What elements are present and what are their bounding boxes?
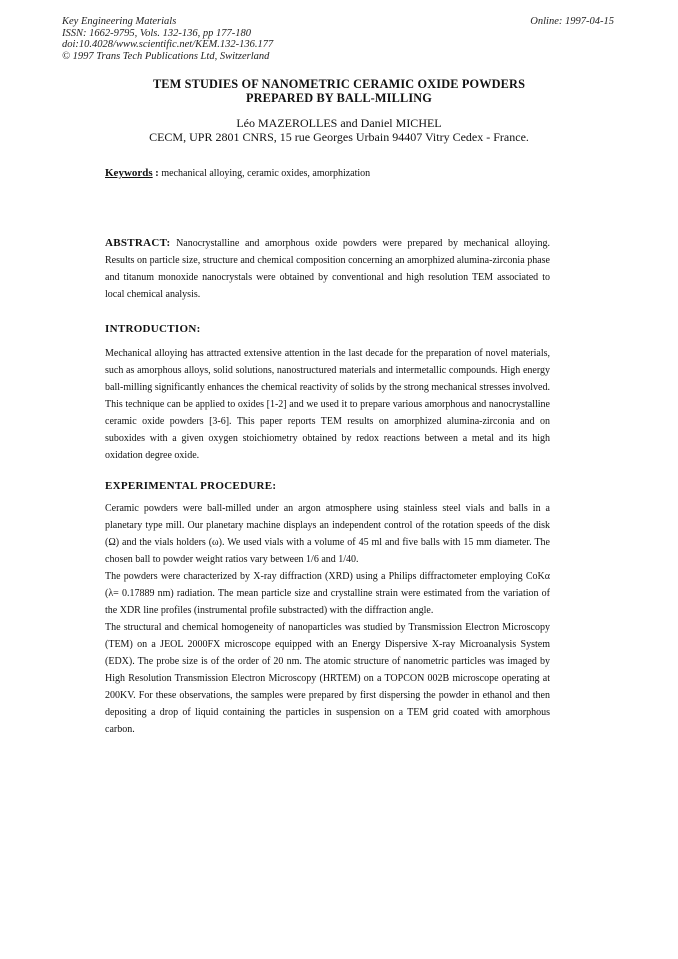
issn-line: ISSN: 1662-9795, Vols. 132-136, pp 177-180 (62, 27, 251, 39)
keywords-label: Keywords (105, 167, 153, 179)
doi-line: doi:10.4028/www.scientific.net/KEM.132-136.177 (62, 39, 274, 51)
journal-header (62, 16, 273, 62)
abstract-section (105, 235, 550, 303)
experimental-paragraph: The structural and chemical homogeneity of nanoparticles was studied by Transmission Electron Microscopy (TEM) on a JEOL 2000FX microscope equipped with an Energy Dispersive X-ray Microanalysis System (EDX). The probe size is of the order of 20 nm. The atomic structure of nanometric particles was imaged by High Resolution Transmission Electron Microscopy (HRTEM) on a TOPCON 002B microscope operating at 200KV. For these observations, the samples were prepared by first dispersing the powder in ethanol and then depositing a drop of liquid containing the particles in suspension on a TEM grid coated with amorphous carbon. (105, 622, 550, 735)
keywords-line (105, 167, 370, 179)
keywords-colon: : (155, 167, 159, 179)
experimental-paragraph: Ceramic powders were ball-milled under an argon atmosphere using stainless steel vials and balls in a planetary type mill. Our planetary machine displays an independent control of the rotation speeds of the disk (Ω) and the vials holders (ω). We used vials with a volume of 45 ml and five balls with 15 mm diameter. The chosen ball to powder weight ratios vary between 1/6 and 1/40. (105, 503, 550, 565)
title-line-2: PREPARED BY BALL-MILLING (245, 91, 433, 105)
experimental-heading: EXPERIMENTAL PROCEDURE: (105, 480, 277, 492)
online-date: Online: 1997-04-15 (530, 16, 614, 27)
affiliation: CECM, UPR 2801 CNRS, 15 rue Georges Urbain 94407 Vitry Cedex - France. (149, 130, 529, 144)
experimental-paragraph: The powders were characterized by X-ray diffraction (XRD) using a Philips diffractometer employing CoKα (λ= 0.17889 nm) radiation. The mean particle size and crystalline strain were estimated from the variation of the XDR line profiles (instrumental profile substracted) with the diffraction angle. (105, 571, 550, 616)
experimental-section (105, 500, 550, 738)
abstract-label: ABSTRACT: (105, 237, 171, 249)
introduction-text: Mechanical alloying has attracted extensive attention in the last decade for the preparation of novel materials, such as amorphous alloys, solid solutions, nanostructured materials and intermetallic compounds. High energy ball-milling significantly enhances the chemical reactivity of solids by the strong mechanical stresses involved. This technique can be applied to oxides [1-2] and we used it to prepare various amorphous and nanocrystalline ceramic oxide powders [3-6]. This paper reports TEM results on amorphized alumina-zirconia and on suboxides with a given oxygen stoichiometry obtained by redox reactions between a metal and its high oxidation degree oxide. (105, 348, 550, 461)
keywords-text: mechanical alloying, ceramic oxides, amorphization (161, 168, 371, 179)
authors: Léo MAZEROLLES and Daniel MICHEL (236, 116, 442, 130)
abstract-text: Nanocrystalline and amorphous oxide powders were prepared by mechanical alloying. Results on particle size, structure and chemical composition concerning an amorphized alumina-zirconia phase and titanum monoxide nanocrystals were obtained by conventional and high resolution TEM associated to local chemical analysis. (105, 238, 550, 300)
introduction-heading: INTRODUCTION: (105, 323, 201, 335)
copyright-line: © 1997 Trans Tech Publications Ltd, Switzerland (62, 50, 270, 62)
title-line-1: TEM STUDIES OF NANOMETRIC CERAMIC OXIDE POWDERS (152, 77, 526, 91)
paper-title (0, 77, 678, 105)
introduction-section (105, 345, 550, 464)
journal-name: Key Engineering Materials (62, 16, 177, 27)
